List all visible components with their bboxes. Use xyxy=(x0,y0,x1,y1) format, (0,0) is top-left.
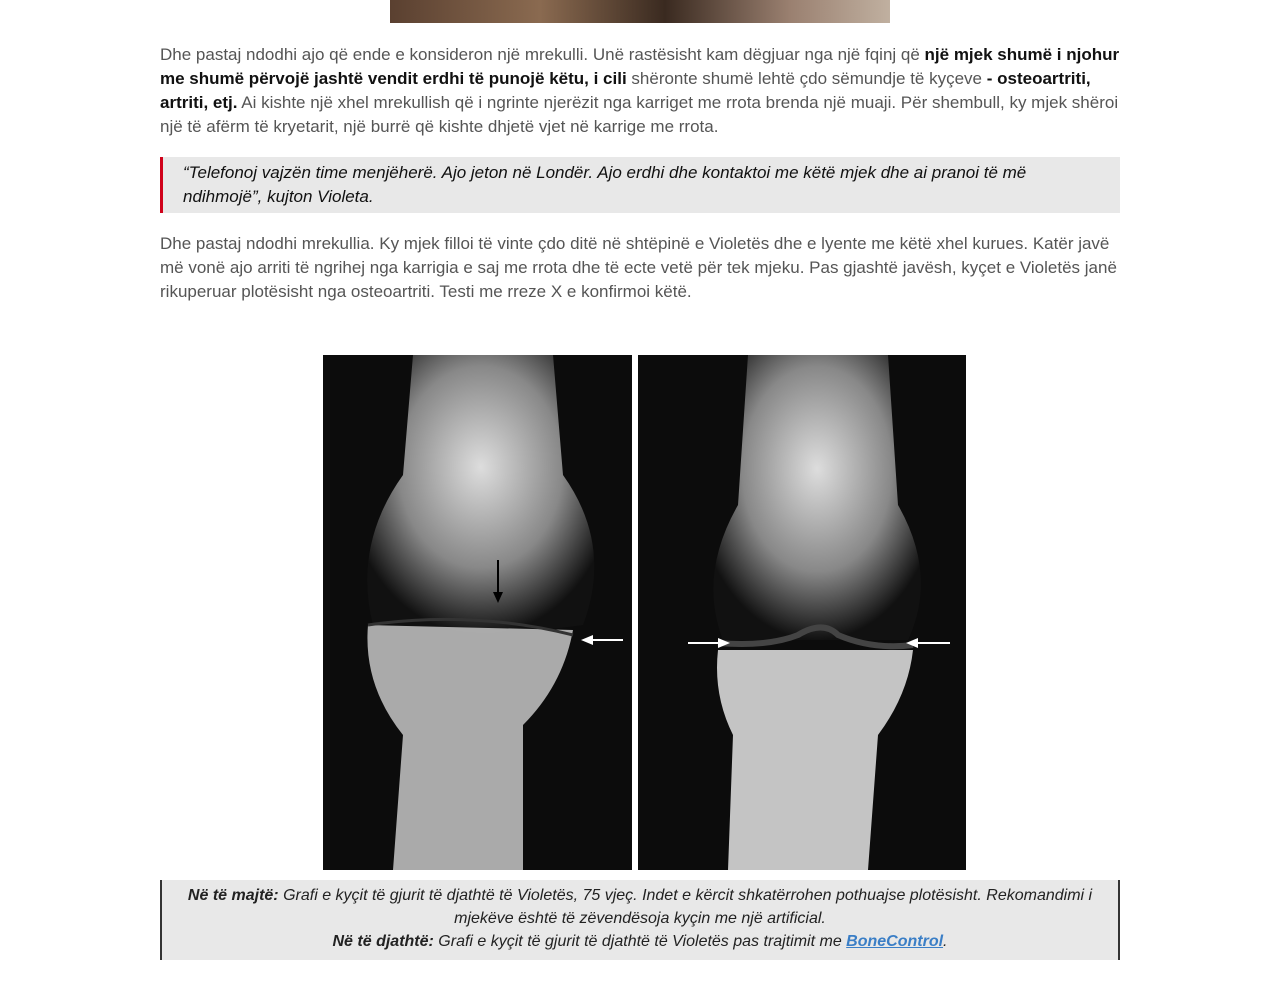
xray-before-image xyxy=(323,355,632,870)
text: shëronte shumë lehtë çdo sëmundje të kyçeve xyxy=(626,69,987,88)
bold-text: - osteoartriti, artriti, etj. xyxy=(160,69,1091,112)
top-photo xyxy=(390,0,890,23)
paragraph-2: Dhe pastaj ndodhi mrekullia. Ky mjek filloi të vinte çdo ditë në shtëpinë e Violetës dhe e lyente me këtë xhel kurues. Katër javë më vonë ajo arriti të ngrihej nga karrigia e saj me rrota dhe të ecte vetë për tek mjeku. Pas gjashtë javësh, kyçet e Violetës janë rikuperuar plotësisht nga osteoartriti. Testi me rreze X e konfirmoi këtë. xyxy=(160,234,1117,301)
xray-after-image xyxy=(638,355,966,870)
caption-right-label: Në të djathtë: xyxy=(332,933,434,950)
text: Ai kishte një xhel mrekullish që i ngrinte njerëzit nga karriget me rrota brenda një muaji. Për shembull, ky mjek shëroi një të afërm të kryetarit, një burrë që kishte dhjetë vjet në karrige me rrota. xyxy=(160,93,1119,136)
bonecontrol-link[interactable]: BoneControl xyxy=(846,933,944,950)
caption-right-text: Grafi e kyçit të gjurit të djathtë të Violetës pas trajtimit me xyxy=(433,933,847,950)
caption-left-label: Në të majtë: xyxy=(187,887,279,904)
bold-text: një mjek shumë i njohur me shumë përvojë jashtë vendit erdhi të punojë këtu, i cili xyxy=(160,45,1120,88)
blockquote: “Telefonoj vajzën time menjëherë. Ajo jeton në Londër. Ajo erdhi dhe kontaktoi me këtë mjek dhe ai pranoi të më ndihmojë”, kujton Violeta. xyxy=(160,157,1120,213)
caption-left-text: Grafi e kyçit të gjurit të djathtë të Violetës, 75 vjeç. Indet e kërcit shkatërrohen pothuajse plotësisht. Rekomandimi i mjekëve është të zëvendësoja kyçin me një artificial. xyxy=(278,887,1093,927)
image-caption xyxy=(160,880,1120,960)
text: Dhe pastaj ndodhi ajo që ende e konsideron një mrekulli. Unë rastësisht kam dëgjuar nga një fqinj që xyxy=(160,45,925,64)
paragraph-1 xyxy=(160,43,1120,139)
caption-end: . xyxy=(943,933,948,950)
